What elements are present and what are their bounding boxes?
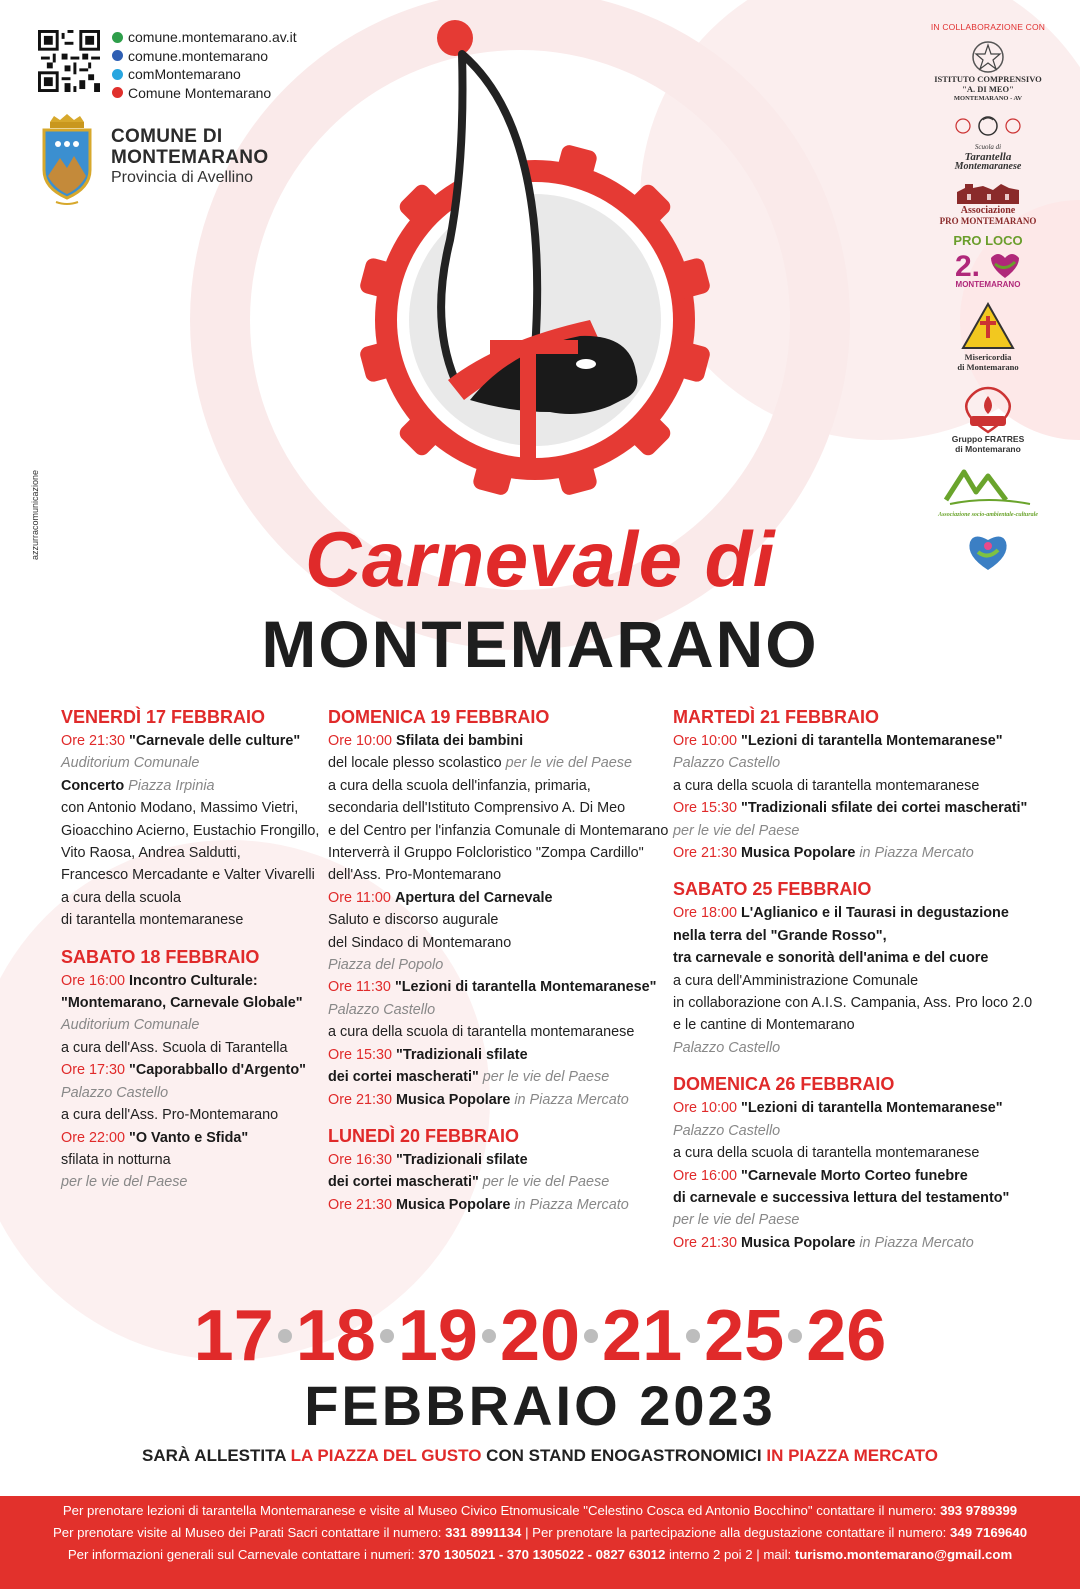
- date-separator-dot: [380, 1329, 394, 1343]
- event-date: 26: [806, 1296, 887, 1376]
- program-line: [673, 775, 1032, 797]
- partner-6-sub2: di Montemarano: [955, 444, 1021, 454]
- web-icon: [112, 32, 123, 43]
- program-line: [61, 1149, 319, 1171]
- comune-line2: MONTEMARANO: [111, 147, 269, 168]
- social-links: [112, 28, 297, 102]
- event-text: a cura della scuola dell'infanzia, primaria,: [328, 777, 591, 794]
- event-title: "Tradizionali sfilate dei cortei mascherati": [741, 800, 1028, 817]
- event-text: e del Centro per l'infanzia Comunale di Montemarano: [328, 822, 669, 839]
- event-text: del Sindaco di Montemarano: [328, 934, 512, 951]
- event-text: secondaria dell'Istituto Comprensivo A. Di Meo: [328, 800, 626, 817]
- event-title: L'Aglianico e il Taurasi in degustazione: [741, 905, 1009, 922]
- event-title: "Tradizionali sfilate: [396, 1151, 528, 1168]
- program-line: [61, 1014, 319, 1036]
- svg-text:2.: 2.: [955, 250, 981, 280]
- program-line: [328, 1044, 668, 1066]
- program-line: [673, 902, 1032, 924]
- carnival-mask-logo: [360, 20, 710, 510]
- footer-line2-number-b[interactable]: 349 7169640: [950, 1525, 1028, 1540]
- event-title: tra carnevale e sonorità dell'anima e del cuore: [673, 950, 989, 967]
- program-line: [673, 1142, 1032, 1164]
- social-link[interactable]: [112, 65, 297, 84]
- partner-3-sub: PRO MONTEMARANO: [939, 216, 1037, 226]
- event-title: Musica Popolare: [741, 845, 856, 862]
- event-title: "Lezioni di tarantella Montemaranese": [741, 733, 1003, 749]
- program-column-2: [328, 704, 668, 1216]
- event-venue: in Piazza Mercato: [514, 1196, 629, 1213]
- gusto-d: IN PIAZZA MERCATO: [766, 1446, 938, 1465]
- event-title: "Carnevale Morto Corteo funebre: [741, 1167, 968, 1184]
- program-line: [673, 1165, 1032, 1187]
- date-separator-dot: [686, 1329, 700, 1343]
- date-separator-dot: [278, 1329, 292, 1343]
- event-title: Concerto: [61, 777, 125, 794]
- program-line: [61, 1171, 319, 1193]
- event-text: dell'Ass. Pro-Montemarano: [328, 867, 502, 884]
- program-line: [673, 1014, 1032, 1036]
- event-text: di tarantella montemaranese: [61, 912, 244, 929]
- program-line: [673, 752, 1032, 774]
- event-venue: Auditorium Comunale: [61, 755, 200, 772]
- partner-6-sub: Gruppo FRATRES: [951, 434, 1025, 444]
- program-line: [673, 1037, 1032, 1059]
- footer-line1: [0, 1500, 1080, 1522]
- program-line: [673, 970, 1032, 992]
- date-separator-dot: [788, 1329, 802, 1343]
- program-line: [61, 909, 319, 931]
- program-line: [61, 1104, 319, 1126]
- comune-province: Provincia di Avellino: [111, 169, 254, 186]
- event-text: a cura dell'Ass. Pro-Montemarano: [61, 1107, 279, 1124]
- partner-2-sub: Tarantella: [964, 151, 1012, 163]
- event-title: Sfilata dei bambini: [396, 733, 524, 749]
- program-line: [328, 1194, 668, 1216]
- event-time: Ore 21:30: [673, 845, 737, 862]
- event-time: Ore 11:00: [328, 889, 391, 906]
- event-time: Ore 10:00: [673, 1100, 737, 1117]
- event-venue: per le vie del Paese: [673, 822, 800, 839]
- event-venue: per le vie del Paese: [482, 1069, 610, 1086]
- footer-line2-number-a[interactable]: 331 8991134: [445, 1525, 522, 1540]
- event-date: 18: [295, 1296, 376, 1376]
- misericordie-icon: [961, 302, 1015, 352]
- program-line: [328, 909, 668, 931]
- event-text: Interverrà il Gruppo Folcloristico "Zompa Cardillo": [328, 845, 644, 862]
- section-gap: [61, 932, 319, 944]
- program-line: [61, 842, 319, 864]
- event-text: a cura della scuola di tarantella montemaranese: [673, 1145, 980, 1162]
- footer-line1-number[interactable]: 393 9789399: [940, 1503, 1018, 1518]
- event-title: "Carnevale delle culture": [129, 733, 301, 749]
- event-time: Ore 16:00: [61, 972, 125, 989]
- event-venue: Palazzo Castello: [673, 1039, 781, 1056]
- partner-1-sub2: MONTEMARANO - AV: [953, 95, 1023, 102]
- program-column-3: [673, 704, 1032, 1254]
- section-gap: [673, 864, 1032, 876]
- event-title: "Caporabballo d'Argento": [129, 1062, 306, 1079]
- event-venue: Auditorium Comunale: [61, 1017, 200, 1034]
- program-line: [328, 954, 668, 976]
- program-line: [61, 864, 319, 886]
- republic-emblem-icon: [971, 40, 1005, 74]
- event-title: "Lezioni di tarantella Montemaranese": [741, 1100, 1003, 1117]
- program-line: [61, 887, 319, 909]
- footer-line1-text: Per prenotare lezioni di tarantella Montemaranese e visite al Museo Civico Etnomusicale "Celestino Cosca ed Antonio Bocchino" contattare il numero:: [62, 1503, 937, 1518]
- event-date: 17: [193, 1296, 274, 1376]
- partner-1-sub: "A. DI MEO": [962, 84, 1014, 94]
- event-time: Ore 15:30: [673, 800, 737, 817]
- program-line: [328, 842, 668, 864]
- program-line: [673, 730, 1032, 752]
- program-line: [328, 1021, 668, 1043]
- event-title: "Tradizionali sfilate: [396, 1046, 528, 1063]
- event-date: 19: [397, 1296, 478, 1376]
- event-venue: Piazza del Popolo: [328, 957, 444, 974]
- program-line: [61, 752, 319, 774]
- event-date: 20: [499, 1296, 581, 1376]
- program-day-heading: MARTEDÌ 21 FEBBRAIO: [673, 707, 880, 727]
- program-line: [673, 842, 1032, 864]
- event-text: a cura dell'Amministrazione Comunale: [673, 972, 919, 989]
- date-separator-dot: [584, 1329, 598, 1343]
- program-line: [328, 932, 668, 954]
- partner-7-sub2: Associazione socio-ambientale-culturale: [938, 512, 1038, 518]
- municipal-crest-icon: [40, 114, 94, 206]
- footer-line2-text-a: Per prenotare visite al Museo dei Parati Sacri contattare il numero:: [52, 1525, 442, 1540]
- event-venue: per le vie del Paese: [61, 1174, 188, 1191]
- event-text: sfilata in notturna: [61, 1151, 171, 1168]
- event-month: FEBBRAIO 2023: [304, 1374, 776, 1437]
- event-time: Ore 17:30: [61, 1062, 125, 1079]
- event-title: di carnevale e successiva lettura del testamento": [673, 1189, 1010, 1206]
- event-time: Ore 18:00: [673, 905, 737, 922]
- partner-1-name: ISTITUTO COMPRENSIVO: [934, 74, 1042, 84]
- footer-line3-numbers[interactable]: 370 1305021 - 370 1305022 - 0827 63012: [418, 1547, 666, 1562]
- event-title: Musica Popolare: [396, 1091, 511, 1108]
- event-date: 21: [602, 1296, 683, 1376]
- event-title: "Lezioni di tarantella Montemaranese": [394, 979, 657, 996]
- collab-label: IN COLLABORAZIONE CON: [930, 22, 1046, 32]
- event-title: Apertura del Carnevale: [394, 889, 553, 906]
- event-venue: in Piazza Mercato: [514, 1091, 629, 1108]
- event-time: Ore 21:30: [328, 1091, 392, 1108]
- event-title: Musica Popolare: [741, 1234, 856, 1251]
- tarantella-school-icon: [943, 114, 1033, 142]
- event-time: Ore 21:30: [61, 733, 125, 749]
- event-title: Musica Popolare: [396, 1196, 511, 1213]
- social-link-text: comune.montemarano.av.it: [128, 29, 297, 46]
- pro-montemarano-icon: [953, 180, 1023, 206]
- youtube-icon: [112, 87, 123, 98]
- event-text: con Antonio Modano, Massimo Vietri,: [61, 800, 299, 817]
- social-link-text: Comune Montemarano: [128, 84, 272, 101]
- program-day-heading: DOMENICA 26 FEBBRAIO: [673, 1074, 895, 1095]
- event-title: "Montemarano, Carnevale Globale": [61, 995, 303, 1012]
- event-text: del locale plesso scolastico: [328, 755, 502, 772]
- footer-line3: [0, 1544, 1080, 1566]
- event-time: Ore 10:00: [673, 733, 737, 749]
- event-time: Ore 21:30: [328, 1196, 392, 1213]
- date-separator-dot: [482, 1329, 496, 1343]
- partner-4-sub2: MONTEMARANO: [955, 280, 1021, 289]
- section-gap: [673, 1059, 1032, 1071]
- program-line: [328, 730, 668, 752]
- event-venue: Palazzo Castello: [673, 755, 781, 772]
- event-venue: in Piazza Mercato: [859, 1234, 974, 1251]
- event-date: 25: [704, 1296, 785, 1376]
- program-line: [61, 1059, 319, 1081]
- program-line: [328, 1171, 668, 1193]
- program-line: [673, 947, 1032, 969]
- program-line: [673, 1120, 1032, 1142]
- event-title: nella terra del "Grande Rosso",: [673, 927, 887, 944]
- facebook-icon: [112, 50, 123, 61]
- partner-3-name: Associazione: [960, 205, 1016, 216]
- social-link-text: comune.montemarano: [128, 47, 269, 64]
- footer-email-link[interactable]: turismo.montemarano@gmail.com: [794, 1547, 1013, 1562]
- event-time: Ore 10:00: [328, 733, 392, 749]
- program-line: [328, 976, 668, 998]
- program-line: [328, 1089, 668, 1111]
- program-line: [673, 1097, 1032, 1119]
- vertical-credit-text: azzurracomunicazione: [30, 469, 40, 560]
- pro-loco-icon: [951, 248, 1025, 280]
- event-time: Ore 16:30: [328, 1151, 392, 1168]
- section-gap: [328, 1111, 668, 1123]
- amo-montemarano-icon: [940, 466, 1036, 510]
- event-time: Ore 15:30: [328, 1046, 392, 1063]
- footer-line2: [0, 1522, 1080, 1544]
- partner-5-sub: Misericordia: [964, 352, 1012, 362]
- partner-4-name: PRO LOCO: [953, 233, 1023, 248]
- title-line1: Carnevale di: [305, 515, 775, 603]
- comune-heading: [111, 126, 268, 188]
- program-line: [328, 775, 668, 797]
- title-line2: MONTEMARANO: [261, 607, 819, 681]
- program-line: [673, 797, 1032, 819]
- social-link-text: comMontemarano: [128, 66, 241, 83]
- program-line: [61, 992, 319, 1014]
- event-title: Incontro Culturale:: [129, 972, 258, 989]
- gusto-b: LA PIAZZA DEL GUSTO: [290, 1446, 482, 1465]
- social-link[interactable]: [112, 28, 297, 47]
- program-line: [61, 970, 319, 992]
- program-line: [61, 797, 319, 819]
- event-text: a cura dell'Ass. Scuola di Tarantella: [61, 1039, 288, 1056]
- program-line: [61, 775, 319, 797]
- event-title: dei cortei mascherati": [328, 1174, 479, 1191]
- event-venue: Palazzo Castello: [61, 1084, 169, 1101]
- program-line: [673, 992, 1032, 1014]
- event-venue: per le vie del Paese: [673, 1212, 800, 1229]
- event-dates: [0, 1296, 1080, 1376]
- event-venue: in Piazza Mercato: [859, 845, 974, 862]
- partners-column: [928, 22, 1048, 574]
- event-venue: Palazzo Castello: [328, 1001, 436, 1018]
- event-title: dei cortei mascherati": [328, 1069, 479, 1086]
- event-text: a cura della scuola di tarantella montemaranese: [328, 1024, 635, 1041]
- program-line: [328, 999, 668, 1021]
- event-time: Ore 21:30: [673, 1234, 737, 1251]
- program-line: [328, 820, 668, 842]
- event-time: Ore 16:00: [673, 1167, 737, 1184]
- social-link[interactable]: [112, 84, 297, 103]
- event-venue: Palazzo Castello: [673, 1122, 781, 1139]
- program-line: [61, 730, 319, 752]
- program-line: [673, 1187, 1032, 1209]
- fratres-icon: [960, 384, 1016, 434]
- program-column-1: [61, 704, 319, 1194]
- partner-5-sub2: di Montemarano: [957, 362, 1019, 372]
- event-venue: Piazza Irpinia: [128, 777, 215, 794]
- program-line: [328, 752, 668, 774]
- program-line: [673, 925, 1032, 947]
- program-day-heading: DOMENICA 19 FEBBRAIO: [328, 707, 550, 727]
- event-text: Saluto e discorso augurale: [328, 912, 499, 929]
- event-text: e le cantine di Montemarano: [673, 1017, 855, 1034]
- program-day-heading: LUNEDÌ 20 FEBBRAIO: [328, 1125, 520, 1146]
- comune-line1: COMUNE DI: [111, 126, 223, 147]
- footer-contacts: [0, 1496, 1080, 1589]
- program-day-heading: VENERDÌ 17 FEBBRAIO: [61, 707, 266, 727]
- program-line: [328, 887, 668, 909]
- program-day-heading: SABATO 18 FEBBRAIO: [61, 946, 260, 967]
- program-line: [328, 1066, 668, 1088]
- event-venue: per le vie del Paese: [505, 755, 632, 772]
- event-text: a cura della scuola: [61, 889, 181, 906]
- footer-line2-text-b: | Per prenotare la partecipazione alla degustazione contattare il numero:: [525, 1525, 947, 1540]
- program-line: [61, 1127, 319, 1149]
- partner-2-name: Scuola di: [974, 143, 1002, 151]
- event-title: "O Vanto e Sfida": [129, 1129, 249, 1146]
- event-text: a cura della scuola di tarantella montemaranese: [673, 777, 980, 794]
- program-line: [61, 1082, 319, 1104]
- event-text: in collaborazione con A.I.S. Campania, Ass. Pro loco 2.0: [673, 995, 1033, 1012]
- event-text: Gioacchino Acierno, Eustachio Frongillo,: [61, 822, 320, 839]
- program-line: [61, 1037, 319, 1059]
- program-line: [673, 1232, 1032, 1254]
- footer-line3-mid: interno 2 poi 2 | mail:: [669, 1547, 792, 1562]
- event-text: Francesco Mercadante e Valter Vivarelli: [61, 867, 315, 884]
- twitter-icon: [112, 69, 123, 80]
- program-line: [328, 1149, 668, 1171]
- piazza-gusto-notice: [0, 1446, 1080, 1466]
- program-line: [328, 864, 668, 886]
- qr-code-icon: [38, 30, 100, 92]
- event-venue: per le vie del Paese: [482, 1174, 610, 1191]
- event-time: Ore 22:00: [61, 1129, 125, 1146]
- program-line: [673, 1209, 1032, 1231]
- event-time: Ore 11:30: [328, 979, 391, 996]
- program-line: [61, 820, 319, 842]
- social-link[interactable]: [112, 47, 297, 66]
- footer-line3-text: Per informazioni generali sul Carnevale contattare i numeri:: [67, 1547, 415, 1562]
- program-line: [328, 797, 668, 819]
- partner-2-sub2: Montemaranese: [954, 161, 1022, 172]
- program-day-heading: SABATO 25 FEBBRAIO: [673, 879, 872, 900]
- event-text: Vito Raosa, Andrea Saldutti,: [61, 845, 241, 862]
- gusto-c: CON STAND ENOGASTRONOMICI: [486, 1446, 762, 1465]
- gusto-a: SARÀ ALLESTITA: [142, 1446, 286, 1465]
- program-line: [673, 820, 1032, 842]
